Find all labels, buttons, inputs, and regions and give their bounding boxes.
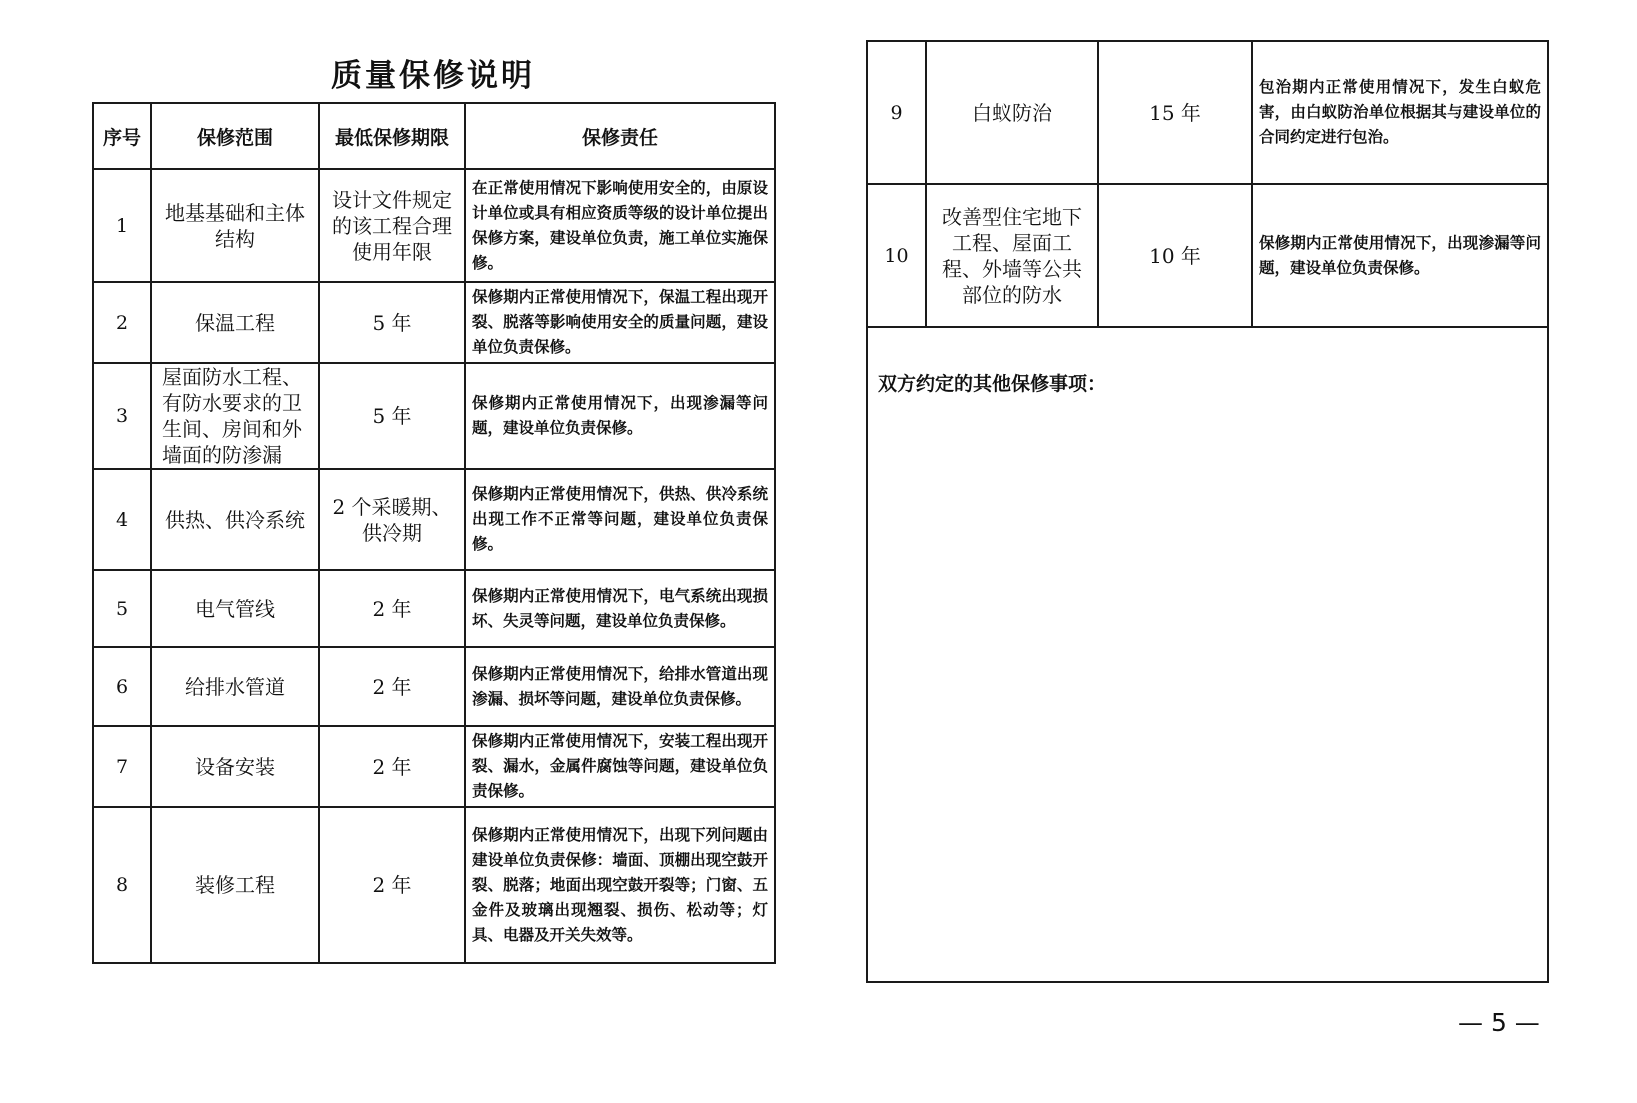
row-scope: 地基基础和主体结构 xyxy=(151,169,319,282)
table-row xyxy=(93,282,775,363)
header-duty: 保修责任 xyxy=(465,103,775,169)
page-title: 质量保修说明 xyxy=(331,58,535,94)
table-row xyxy=(93,726,775,807)
row-no: 10 xyxy=(867,184,926,327)
row-no: 2 xyxy=(93,282,151,363)
table-row xyxy=(93,469,775,570)
other-warranty-notes-box xyxy=(866,327,1549,983)
row-no: 9 xyxy=(867,41,926,184)
header-no: 序号 xyxy=(93,103,151,169)
other-warranty-notes-label: 双方约定的其他保修事项： xyxy=(878,373,1107,395)
row-duty: 保修期内正常使用情况下，电气系统出现损坏、失灵等问题，建设单位负责保修。 xyxy=(465,570,775,647)
table-row xyxy=(867,184,1548,327)
row-scope: 改善型住宅地下工程、屋面工程、外墙等公共部位的防水 xyxy=(926,184,1098,327)
row-no: 7 xyxy=(93,726,151,807)
row-duty: 保修期内正常使用情况下，出现下列问题由建设单位负责保修：墙面、顶棚出现空鼓开裂、脱落；地面出现空鼓开裂等；门窗、五金件及玻璃出现翘裂、损伤、松动等；灯具、电器及开关失效等。 xyxy=(465,807,775,963)
row-no: 8 xyxy=(93,807,151,963)
row-scope: 设备安装 xyxy=(151,726,319,807)
row-no: 4 xyxy=(93,469,151,570)
table-row xyxy=(93,807,775,963)
row-duty: 保修期内正常使用情况下，安装工程出现开裂、漏水，金属件腐蚀等问题，建设单位负责保修。 xyxy=(465,726,775,807)
row-period: 2 年 xyxy=(319,647,465,726)
row-no: 5 xyxy=(93,570,151,647)
row-period: 2 年 xyxy=(319,807,465,963)
row-period: 设计文件规定的该工程合理使用年限 xyxy=(319,169,465,282)
row-duty: 保修期内正常使用情况下，给排水管道出现渗漏、损坏等问题，建设单位负责保修。 xyxy=(465,647,775,726)
row-period: 2 年 xyxy=(319,570,465,647)
row-period: 15 年 xyxy=(1098,41,1252,184)
row-period: 5 年 xyxy=(319,282,465,363)
row-scope: 电气管线 xyxy=(151,570,319,647)
header-scope: 保修范围 xyxy=(151,103,319,169)
row-scope: 装修工程 xyxy=(151,807,319,963)
warranty-table-continued xyxy=(866,40,1549,328)
table-row xyxy=(93,570,775,647)
row-duty: 在正常使用情况下影响使用安全的，由原设计单位或具有相应资质等级的设计单位提出保修方案，建设单位负责，施工单位实施保修。 xyxy=(465,169,775,282)
page-number: — 5 — xyxy=(1458,1008,1540,1037)
row-scope: 保温工程 xyxy=(151,282,319,363)
table-row xyxy=(93,363,775,469)
row-period: 2 年 xyxy=(319,726,465,807)
row-scope: 供热、供冷系统 xyxy=(151,469,319,570)
row-duty: 保修期内正常使用情况下，供热、供冷系统出现工作不正常等问题，建设单位负责保修。 xyxy=(465,469,775,570)
row-duty: 保修期内正常使用情况下，出现渗漏等问题，建设单位负责保修。 xyxy=(465,363,775,469)
row-no: 6 xyxy=(93,647,151,726)
row-scope: 屋面防水工程、有防水要求的卫生间、房间和外墙面的防渗漏 xyxy=(151,363,319,469)
table-row xyxy=(93,169,775,282)
table-header-row xyxy=(93,103,775,169)
row-period: 5 年 xyxy=(319,363,465,469)
row-scope: 给排水管道 xyxy=(151,647,319,726)
table-row xyxy=(867,41,1548,184)
row-duty: 保修期内正常使用情况下，保温工程出现开裂、脱落等影响使用安全的质量问题，建设单位负责保修。 xyxy=(465,282,775,363)
row-no: 3 xyxy=(93,363,151,469)
row-duty: 包治期内正常使用情况下，发生白蚁危害，由白蚁防治单位根据其与建设单位的合同约定进行包治。 xyxy=(1252,41,1548,184)
row-duty: 保修期内正常使用情况下，出现渗漏等问题，建设单位负责保修。 xyxy=(1252,184,1548,327)
warranty-table xyxy=(92,102,776,964)
row-no: 1 xyxy=(93,169,151,282)
table-row xyxy=(93,647,775,726)
header-period: 最低保修期限 xyxy=(319,103,465,169)
row-period: 2 个采暖期、供冷期 xyxy=(319,469,465,570)
row-scope: 白蚁防治 xyxy=(926,41,1098,184)
row-period: 10 年 xyxy=(1098,184,1252,327)
